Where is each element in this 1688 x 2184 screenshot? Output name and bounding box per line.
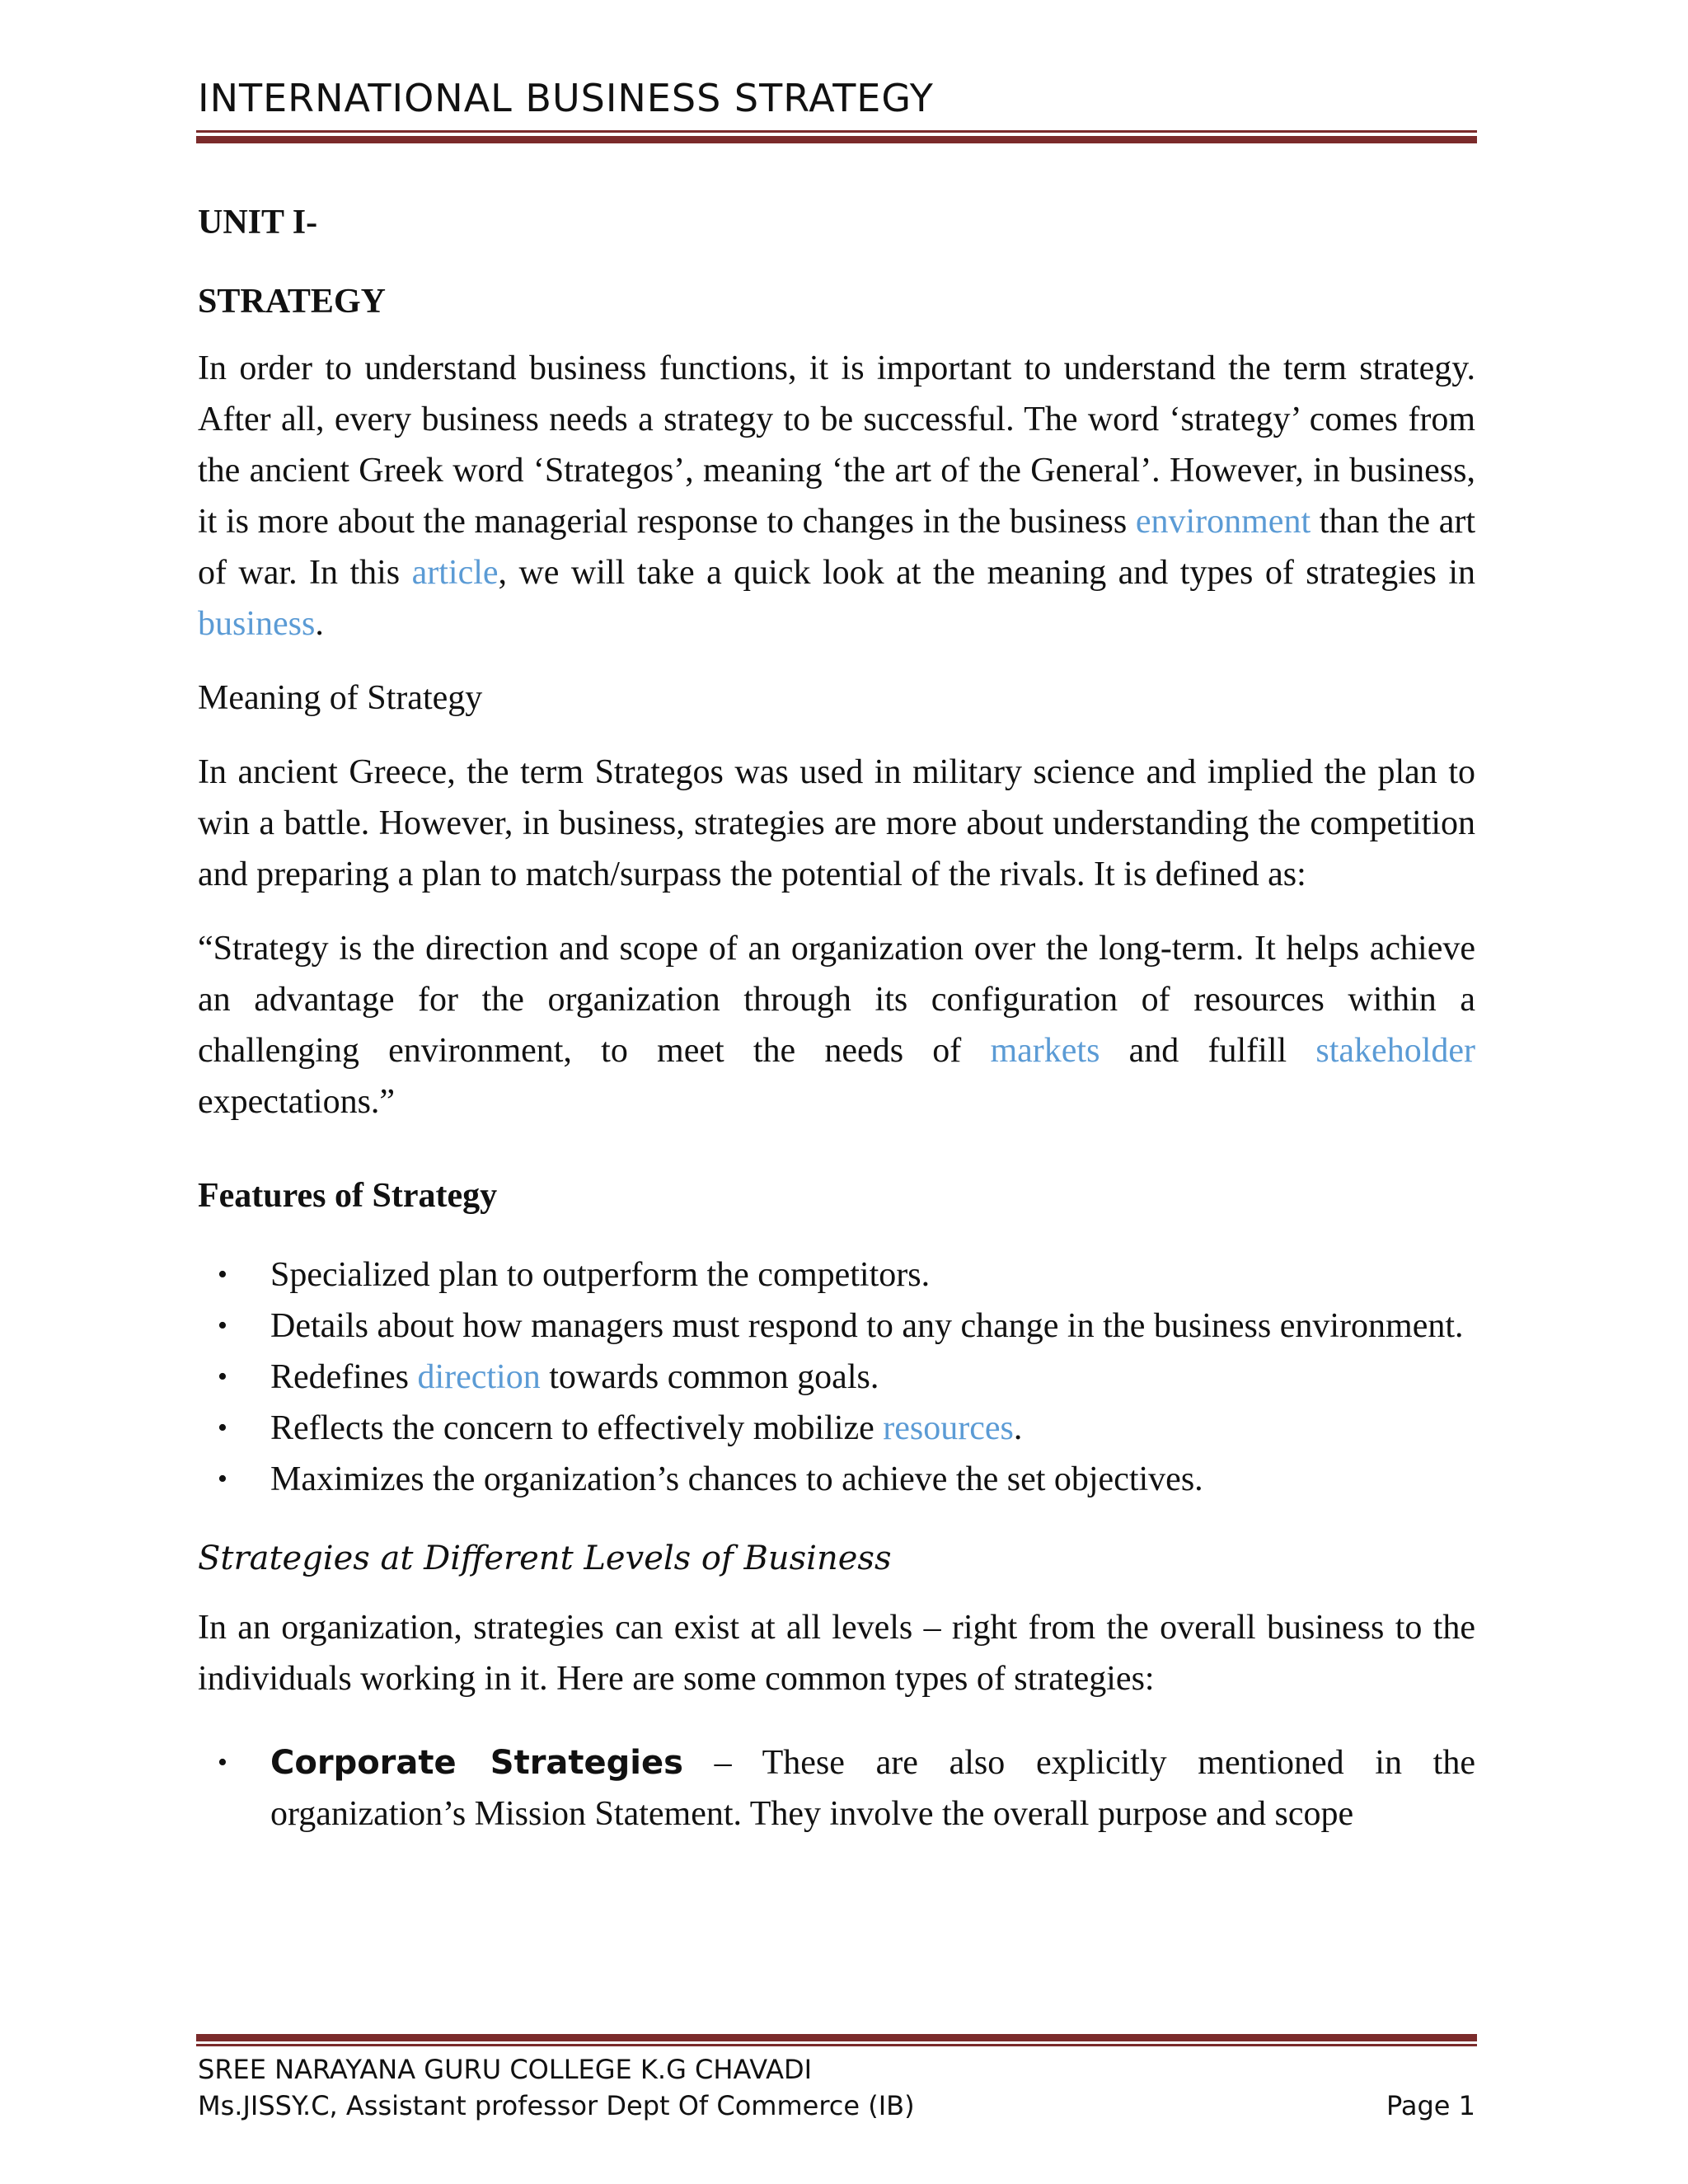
corporate-strategies-label: Corporate Strategies (270, 1744, 683, 1782)
levels-paragraph: In an organization, strategies can exist at all levels – right from the overall business to the individuals working in it. Here are some common types of strategies: (198, 1609, 1475, 1698)
direction-link[interactable]: direction (417, 1358, 541, 1396)
header-rule-thin (196, 130, 1477, 133)
list-item: • Redefines direction towards common goals. (198, 1352, 1475, 1403)
levels-heading: Strategies at Different Levels of Business (198, 1540, 892, 1577)
header-rule-thick (196, 136, 1477, 143)
list-item: • Details about how managers must respond to any change in the business environment. (198, 1301, 1475, 1352)
footer-rule-thick (196, 2034, 1477, 2041)
intro-paragraph: In order to understand business functions, it is important to understand the term strategy. After all, every business needs a strategy to be successful. The word ‘strategy’ comes from the ancient Greek word ‘Strategos’, meaning ‘the art of the General’. However, in business, it is more about the managerial response to changes in the business environment than the art of war. In this article, we will take a quick look at the meaning and types of strategies in business. (198, 349, 1476, 643)
bullet-icon: • (218, 1464, 227, 1494)
strategy-heading: STRATEGY (198, 283, 386, 321)
list-item: • Specialized plan to outperform the competitors. (198, 1249, 1475, 1301)
article-link[interactable]: article (411, 554, 499, 592)
stakeholder-link[interactable]: stakeholder (1315, 1032, 1475, 1070)
markets-link[interactable]: markets (990, 1032, 1100, 1070)
meaning-paragraph: In ancient Greece, the term Strategos was used in military science and implied the plan to win a battle. However, in business, strategies are more about understanding the competition and preparing a plan to match/surpass the potential of the rivals. It is defined as: (198, 753, 1475, 893)
footer-author: Ms.JISSY.C, Assistant professor Dept Of Commerce (IB) (198, 2090, 915, 2121)
bullet-icon: • (218, 1310, 227, 1341)
list-item: • Maximizes the organization’s chances to achieve the set objectives. (198, 1454, 1475, 1505)
features-list (198, 1249, 1475, 1505)
page-header-title: INTERNATIONAL BUSINESS STRATEGY (198, 76, 934, 120)
footer-college: SREE NARAYANA GURU COLLEGE K.G CHAVADI (198, 2054, 813, 2085)
environment-link[interactable]: environment (1135, 503, 1311, 541)
bullet-icon: • (218, 1259, 227, 1290)
resources-link[interactable]: resources (883, 1409, 1014, 1447)
meaning-heading: Meaning of Strategy (198, 679, 483, 717)
list-item: • Reflects the concern to effectively mobilize resources. (198, 1403, 1475, 1454)
strategy-definition-quote: “Strategy is the direction and scope of an organization over the long-term. It helps achieve an advantage for the organization through its configuration of resources within a challenging environment, to meet the needs of markets and fulfill stakeholder expectations.” (198, 930, 1475, 1121)
features-heading: Features of Strategy (198, 1177, 498, 1215)
bullet-icon: • (218, 1361, 227, 1392)
strategy-types-list (198, 1737, 1475, 1840)
business-link[interactable]: business (198, 605, 316, 643)
page-content (198, 198, 1475, 1868)
footer-rule-thin (196, 2044, 1477, 2046)
bullet-icon: • (218, 1747, 227, 1778)
bullet-icon: • (218, 1413, 227, 1443)
unit-heading: UNIT I- (198, 204, 318, 241)
list-item: • Corporate Strategies – These are also explicitly mentioned in the organization’s Mission Statement. They involve the overall purpose and scope (198, 1737, 1475, 1840)
page-number: Page 1 (1386, 2090, 1475, 2121)
